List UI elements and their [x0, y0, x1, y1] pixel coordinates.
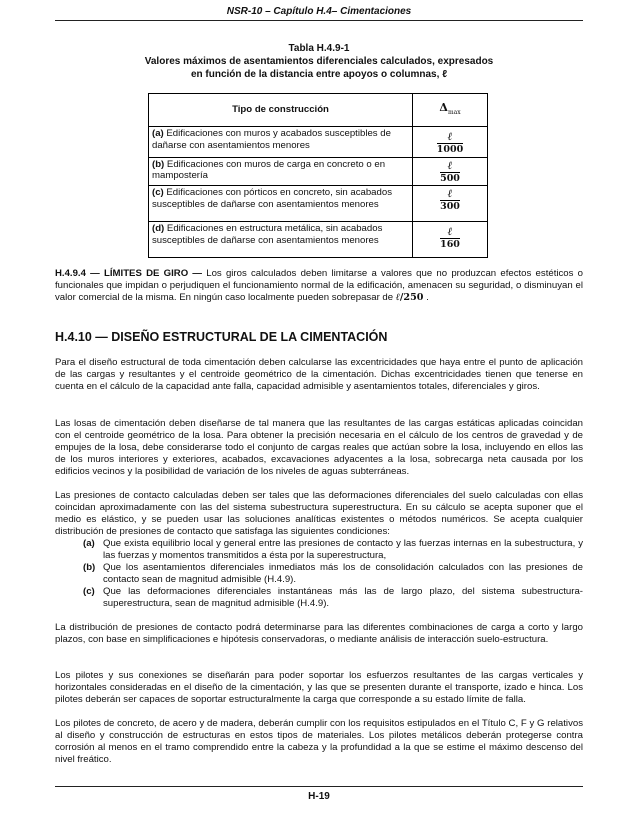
table-row: [149, 186, 488, 222]
section-h494-title: H.4.9.4 — LÍMITES DE GIRO —: [55, 268, 203, 279]
page-number: H-19: [308, 791, 330, 802]
row-value: $\frac{\text{ℓ}}{300}$: [413, 186, 488, 222]
running-header: NSR-10 – Capítulo H.4– Cimentaciones: [226, 6, 412, 17]
row-description: (c) Edificaciones con pórticos en concreto, sin acabados susceptibles de dañarse con asentamientos menores: [149, 186, 413, 222]
row-description: (d) Edificaciones en estructura metálica, sin acabados susceptibles de dañarse con asentamientos menores: [149, 222, 413, 258]
column-header-delta-max: $\Delta_{max}$: [413, 94, 488, 127]
table-row: [149, 127, 488, 158]
settlement-table: [148, 93, 488, 258]
paragraph: La distribución de presiones de contacto podrá determinarse para las diferentes combinaciones de carga a corto y largo plazos, con base en simplificaciones e hipótesis conservadoras, o mediante análisis de interacción suelo-estructura.: [55, 622, 583, 645]
row-value: $\frac{\text{ℓ}}{500}$: [413, 157, 488, 186]
paragraph: Los pilotes de concreto, de acero y de madera, deberán cumplir con los requisitos estipulados en el Título C, F y G relativos al diseño y construcción de estructuras en estos tipos de materiales. Los pilotes metálicos deberán protegerse contra corrosión al menos en el tramo comprendido entre la cabeza y la profundidad a la que se estime el máximo descenso del nivel freático.: [55, 718, 583, 765]
table-row: [149, 157, 488, 186]
list-item: (c) Que las deformaciones diferenciales instantáneas más las de largo plazo, del sistema subestructura-superestructura, sean de magnitud admisible (H.4.9).: [83, 586, 583, 609]
paragraph: Los pilotes y sus conexiones se diseñarán para poder soportar los esfuerzos resultantes de las cargas verticales y horizontales consideradas en el diseño de la cimentación, y las que se presenten durante el transporte, izado e hinca. Los pilotes deberán ser capaces de soportar estructuralmente la carga que corresponde a su estado límite de falla.: [55, 670, 583, 705]
table-caption-line-2: en función de la distancia entre apoyos o columnas, ℓ: [190, 69, 448, 80]
row-description: (b) Edificaciones con muros de carga en concreto o en mampostería: [149, 157, 413, 186]
table-row: [149, 222, 488, 258]
paragraph: Las presiones de contacto calculadas deben ser tales que las deformaciones diferenciales del suelo calculadas con ellas coincidan aproximadamente con las del sistema subestructura superestructura. En su cálculo se acepta suponer que el medio es elástico, y se pueden usar las soluciones analíticas existentes o métodos numéricos. Se acepta cualquier distribución de presiones de contacto que satisfaga las siguientes condiciones:: [55, 490, 583, 537]
row-value: $\frac{\text{ℓ}}{160}$: [413, 222, 488, 258]
table-caption-line-1: Valores máximos de asentamientos diferenciales calculados, expresados: [144, 56, 494, 67]
header-rule: [55, 20, 583, 21]
footer-rule: [55, 786, 583, 787]
column-header-construction: Tipo de construcción: [149, 94, 413, 127]
rotation-limit: ℓ/250: [395, 292, 424, 303]
row-description: (a) Edificaciones con muros y acabados susceptibles de dañarse con asentamientos menores: [149, 127, 413, 158]
list-item: (a) Que exista equilibrio local y general entre las presiones de contacto y las fuerzas internas en la subestructura, y las fuerzas y momentos transmitidos a ésta por la superestructura,: [83, 538, 583, 561]
conditions-list: [55, 538, 583, 610]
section-h494-paragraph: H.4.9.4 — LÍMITES DE GIRO — Los giros calculados deben limitarse a valores que no produzcan efectos estéticos o funcionales que impidan o perjudiquen el funcionamiento normal de la edificación, amenacen su seguridad, o disminuyan el valor comercial de la misma. En ningún caso localmente pueden sobrepasar de ℓ/250 .: [55, 268, 583, 303]
list-item: (b) Que los asentamientos diferenciales inmediatos más los de consolidación calculados con las presiones de contacto sean de magnitud admisible (H.4.9).: [83, 562, 583, 585]
row-value: $\frac{\text{ℓ}}{1000}$: [413, 127, 488, 158]
table-number: Tabla H.4.9-1: [288, 43, 350, 54]
table-header-row: [149, 94, 488, 127]
paragraph: Para el diseño estructural de toda cimentación deben calcularse las excentricidades que haya entre el punto de aplicación de las cargas y resultantes y el centroide geométrico de la cimentación. Dichas excentricidades tienen que tenerse en cuenta en el cálculo de la capacidad ante falla, capacidad admisible y asentamientos totales, diferenciales y giros.: [55, 357, 583, 392]
section-h410-title: H.4.10 — DISEÑO ESTRUCTURAL DE LA CIMENTACIÓN: [55, 330, 388, 344]
paragraph: Las losas de cimentación deben diseñarse de tal manera que las resultantes de las cargas estáticas aplicadas coincidan con el centroide geométrico de la losa. Para obtener la precisión necesaria en el cálculo de los centros de gravedad y de empujes de la losa, debe considerarse todo el conjunto de cargas reales que actúan sobre la losa, incluyendo en ellos las de los muros interiores y exteriores, acabados, excavaciones adyacentes a la losa, sobrecarga neta causada por los edificios vecinos y la posibilidad de variación de los niveles de aguas subterráneas.: [55, 418, 583, 477]
